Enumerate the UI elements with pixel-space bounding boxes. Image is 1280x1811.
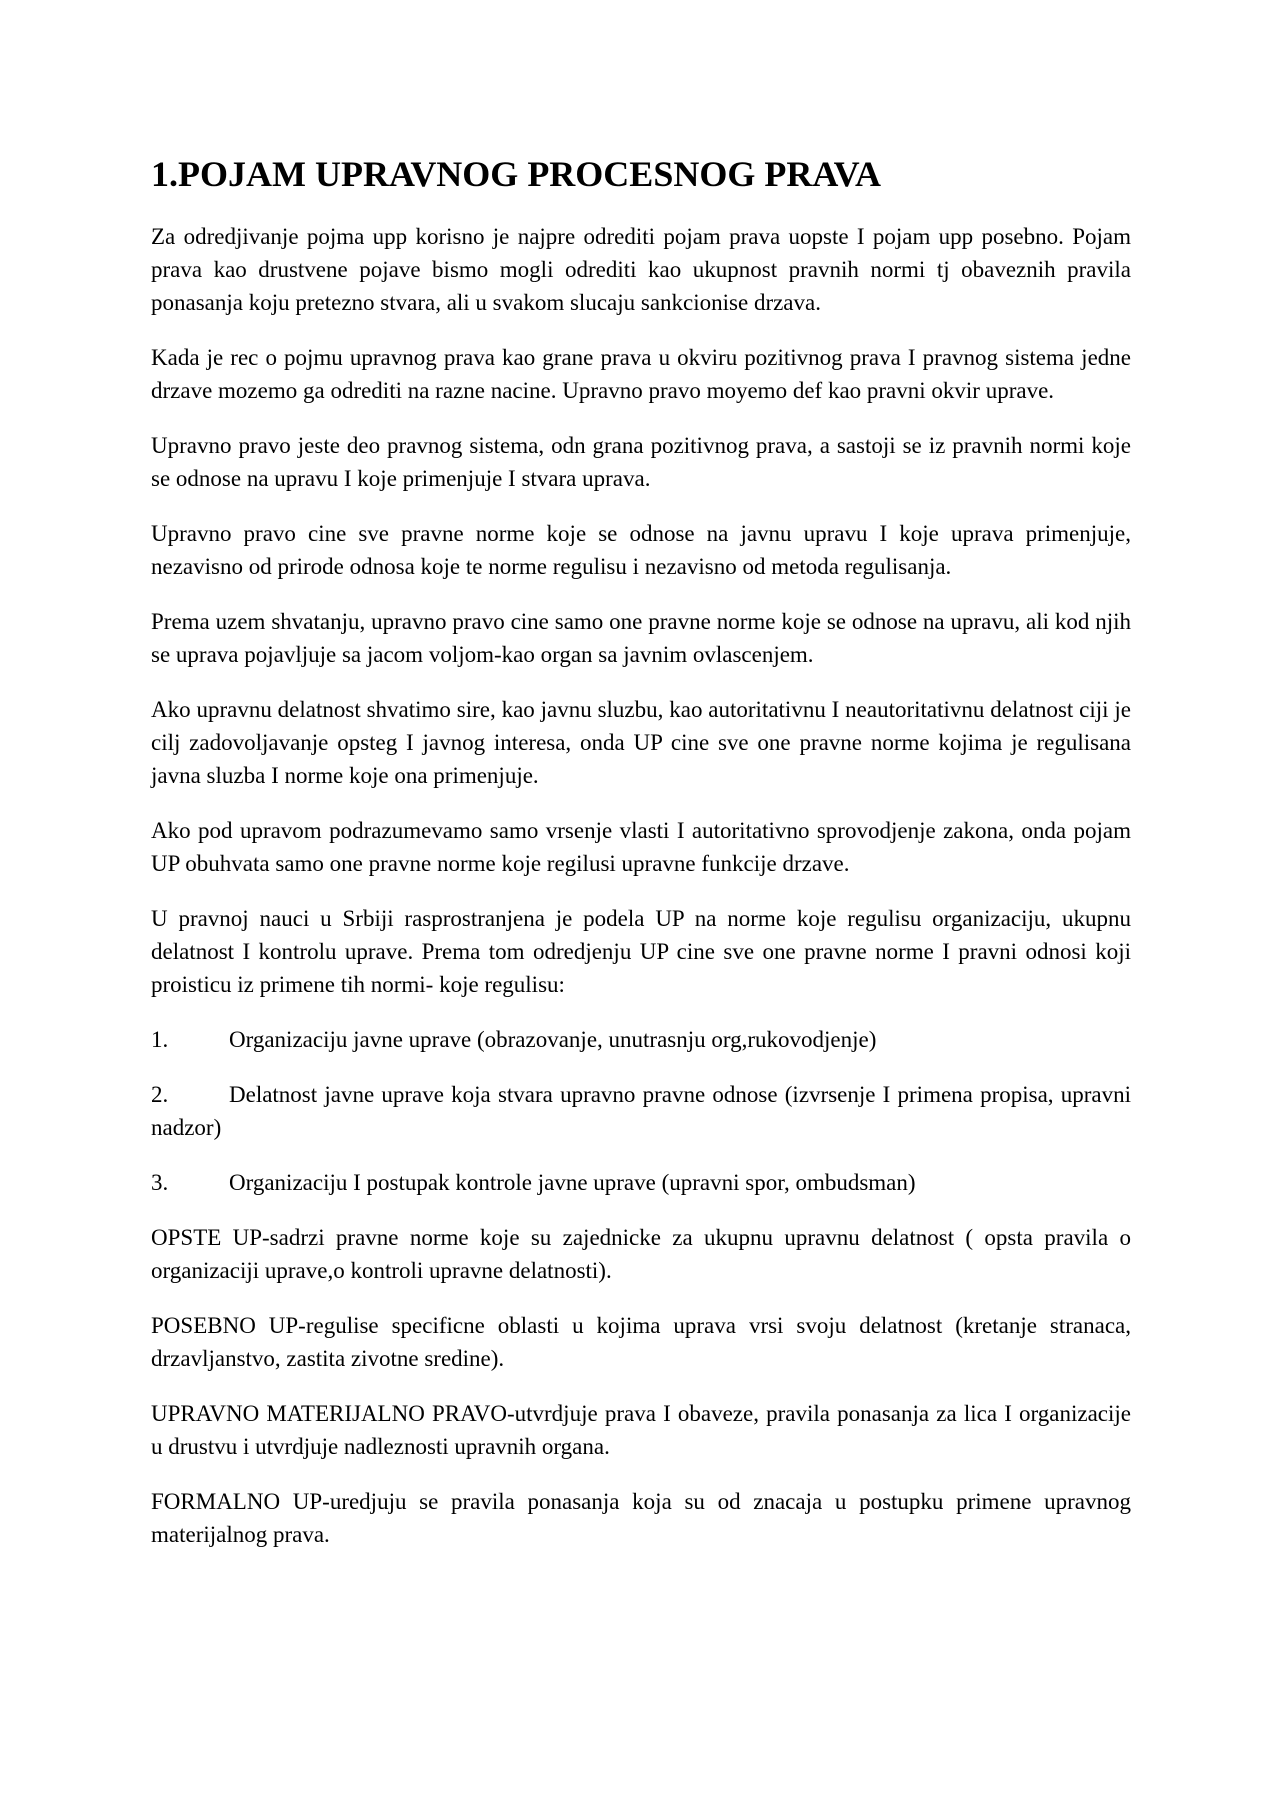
paragraph: FORMALNO UP-uredjuju se pravila ponasanja koja su od znacaja u postupku primene upravnog materijalnog prava. bbox=[151, 1489, 1131, 1547]
list-item-number: 1. bbox=[151, 1027, 169, 1052]
paragraph: U pravnoj nauci u Srbiji rasprostranjena je podela UP na norme koje regulisu organizaciju, ukupnu delatnost I kontrolu uprave. Prema tom odredjenju UP cine sve one pravne norme I pravni odnosi koji proisticu iz primene tih normi- koje regulisu: bbox=[151, 906, 1131, 997]
document-heading: 1.POJAM UPRAVNOG PROCESNOG PRAVA bbox=[151, 154, 882, 194]
list-item-text: Delatnost javne uprave koja stvara upravno pravne odnose (izvrsenje I primena propisa, upravni nadzor) bbox=[151, 1082, 1131, 1140]
paragraph: Upravno pravo cine sve pravne norme koje se odnose na javnu upravu I koje uprava primenjuje, nezavisno od prirode odnosa koje te norme regulisu i nezavisno od metoda regulisanja. bbox=[151, 521, 1131, 579]
paragraph: Upravno pravo jeste deo pravnog sistema, odn grana pozitivnog prava, a sastoji se iz pravnih normi koje se odnose na upravu I koje primenjuje I stvara uprava. bbox=[151, 433, 1131, 491]
paragraph: POSEBNO UP-regulise specificne oblasti u kojima uprava vrsi svoju delatnost (kretanje stranaca, drzavljanstvo, zastita zivotne sredine). bbox=[151, 1313, 1131, 1371]
paragraph: Prema uzem shvatanju, upravno pravo cine samo one pravne norme koje se odnose na upravu, ali kod njih se uprava pojavljuje sa jacom voljom-kao organ sa javnim ovlascenjem. bbox=[151, 609, 1131, 667]
paragraph: Ako pod upravom podrazumevamo samo vrsenje vlasti I autoritativno sprovodjenje zakona, onda pojam UP obuhvata samo one pravne norme koje regilusi upravne funkcije drzave. bbox=[151, 818, 1131, 876]
paragraph: Za odredjivanje pojma upp korisno je najpre odrediti pojam prava uopste I pojam upp posebno. Pojam prava kao drustvene pojave bismo mogli odrediti kao ukupnost pravnih normi tj obaveznih pravila ponasanja koju pretezno stvara, ali u svakom slucaju sankcionise drzava. bbox=[151, 224, 1131, 315]
list-item-text: Organizaciju I postupak kontrole javne uprave (upravni spor, ombudsman) bbox=[229, 1170, 916, 1195]
paragraph: Ako upravnu delatnost shvatimo sire, kao javnu sluzbu, kao autoritativnu I neautoritativnu delatnost ciji je cilj zadovoljavanje opsteg I javnog interesa, onda UP cine sve one pravne norme kojima je regulisana javna sluzba I norme koje ona primenjuje. bbox=[151, 697, 1131, 788]
list-item-number: 2. bbox=[151, 1082, 169, 1107]
paragraph: UPRAVNO MATERIJALNO PRAVO-utvrdjuje prava I obaveze, pravila ponasanja za lica I organizacije u drustvu i utvrdjuje nadleznosti upravnih organa. bbox=[151, 1401, 1131, 1459]
list-item-text: Organizaciju javne uprave (obrazovanje, unutrasnju org,rukovodjenje) bbox=[229, 1027, 877, 1052]
list-item-number: 3. bbox=[151, 1170, 169, 1195]
list-item bbox=[151, 1078, 1131, 1144]
paragraph: Kada je rec o pojmu upravnog prava kao grane prava u okviru pozitivnog prava I pravnog sistema jedne drzave mozemo ga odrediti na razne nacine. Upravno pravo moyemo def kao pravni okvir uprave. bbox=[151, 345, 1131, 403]
list-item bbox=[151, 1023, 1131, 1056]
paragraph: OPSTE UP-sadrzi pravne norme koje su zajednicke za ukupnu upravnu delatnost ( opsta pravila o organizaciji uprave,o kontroli upravne delatnosti). bbox=[151, 1225, 1131, 1283]
list-item bbox=[151, 1166, 1131, 1199]
document-page bbox=[151, 150, 1131, 1573]
